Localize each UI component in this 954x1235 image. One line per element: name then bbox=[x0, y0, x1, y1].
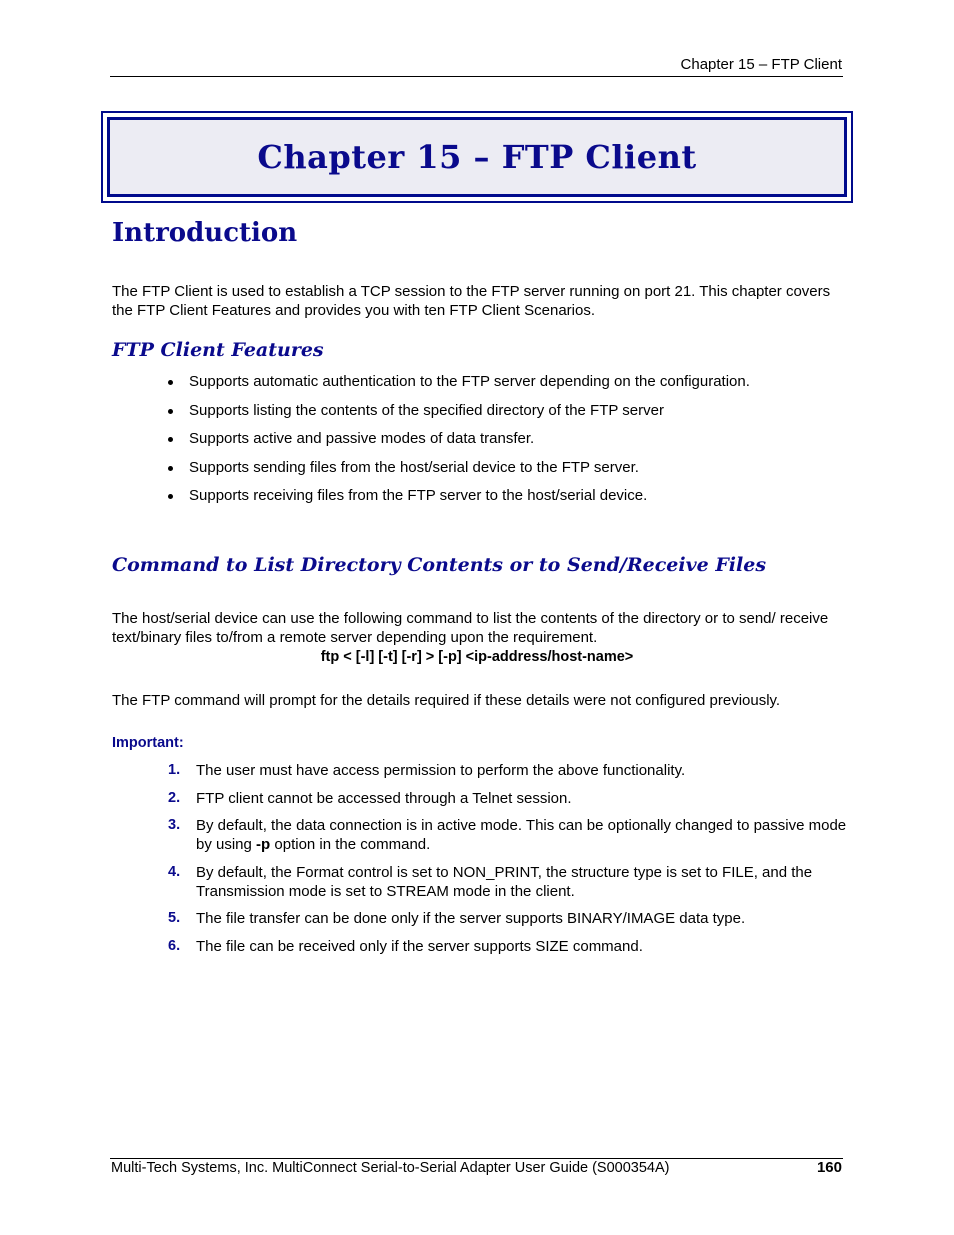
list-item bbox=[166, 372, 846, 401]
list-item-text: By default, the Format control is set to NON_PRINT, the structure type is set to FILE, and the Transmission mode is set to STREAM mode in the client. bbox=[196, 863, 813, 900]
bullet-icon bbox=[168, 380, 173, 385]
introduction-heading: Introduction bbox=[112, 218, 298, 248]
bullet-icon bbox=[168, 494, 173, 499]
list-item-text: Supports listing the contents of the specified directory of the FTP server bbox=[189, 401, 664, 419]
list-item-text: Supports active and passive modes of data transfer. bbox=[189, 430, 535, 448]
list-item bbox=[168, 937, 848, 956]
list-item-number: 2. bbox=[168, 789, 181, 806]
list-item bbox=[166, 486, 846, 515]
list-item bbox=[168, 761, 848, 780]
list-item bbox=[168, 909, 848, 928]
list-item-text: The user must have access permission to perform the above functionality. bbox=[196, 762, 686, 779]
list-item-text: Supports automatic authentication to the FTP server depending on the configuration. bbox=[189, 373, 750, 390]
chapter-title: Chapter 15 – FTP Client bbox=[257, 138, 697, 176]
bullet-icon bbox=[168, 437, 173, 442]
bullet-icon bbox=[168, 466, 173, 471]
list-item-text: Supports sending files from the host/serial device to the FTP server. bbox=[189, 458, 639, 476]
header-rule bbox=[110, 76, 843, 77]
list-item-text: FTP client cannot be accessed through a Telnet session. bbox=[196, 789, 572, 807]
important-list bbox=[168, 761, 848, 964]
list-item bbox=[166, 429, 846, 458]
command-section-paragraph: The host/serial device can use the following command to list the contents of the directory or to send/ receive text/binary files to/from a remote server depending upon the requirement. bbox=[112, 610, 829, 646]
bullet-icon bbox=[168, 409, 173, 414]
footer-rule bbox=[110, 1158, 843, 1159]
list-item-text: Supports receiving files from the FTP server to the host/serial device. bbox=[189, 487, 648, 505]
footer-document-title: Multi-Tech Systems, Inc. MultiConnect Serial-to-Serial Adapter User Guide (S000354A) bbox=[111, 1160, 670, 1176]
prompt-note-paragraph: The FTP command will prompt for the details required if these details were not configured previously. bbox=[112, 692, 781, 709]
features-heading: FTP Client Features bbox=[112, 339, 324, 361]
ftp-command-syntax: ftp < [-l] [-t] [-r] > [-p] <ip-address/host-name> bbox=[320, 649, 634, 665]
list-item-text: The file transfer can be done only if the server supports BINARY/IMAGE data type. bbox=[196, 910, 746, 927]
list-item bbox=[166, 401, 846, 430]
running-header: Chapter 15 – FTP Client bbox=[680, 56, 842, 73]
list-item bbox=[168, 863, 848, 901]
list-item bbox=[166, 458, 846, 487]
list-item-number: 3. bbox=[168, 817, 181, 833]
list-item-text: The file can be received only if the server supports SIZE command. bbox=[196, 937, 643, 955]
list-item bbox=[168, 816, 848, 854]
list-item-number: 4. bbox=[168, 863, 181, 880]
important-label: Important: bbox=[112, 735, 184, 751]
list-item-text-tail: option in the command. bbox=[270, 836, 431, 853]
option-flag: -p bbox=[256, 836, 271, 853]
command-section-heading: Command to List Directory Contents or to Send/Receive Files bbox=[112, 554, 767, 576]
chapter-title-inner bbox=[107, 117, 847, 197]
introduction-paragraph: The FTP Client is used to establish a TCP session to the FTP server running on port 21. This chapter covers the FTP Client Features and provides you with ten FTP Client Scenarios. bbox=[112, 283, 831, 319]
list-item-number: 6. bbox=[168, 937, 181, 954]
list-item-text: By default, the data connection is in active mode. This can be optionally changed to passive mode by using bbox=[196, 817, 847, 853]
list-item bbox=[168, 789, 848, 808]
page-number: 160 bbox=[816, 1159, 842, 1176]
features-list bbox=[166, 372, 846, 515]
list-item-number: 5. bbox=[168, 910, 181, 926]
list-item-number: 1. bbox=[168, 762, 181, 778]
chapter-title-box bbox=[101, 111, 853, 203]
